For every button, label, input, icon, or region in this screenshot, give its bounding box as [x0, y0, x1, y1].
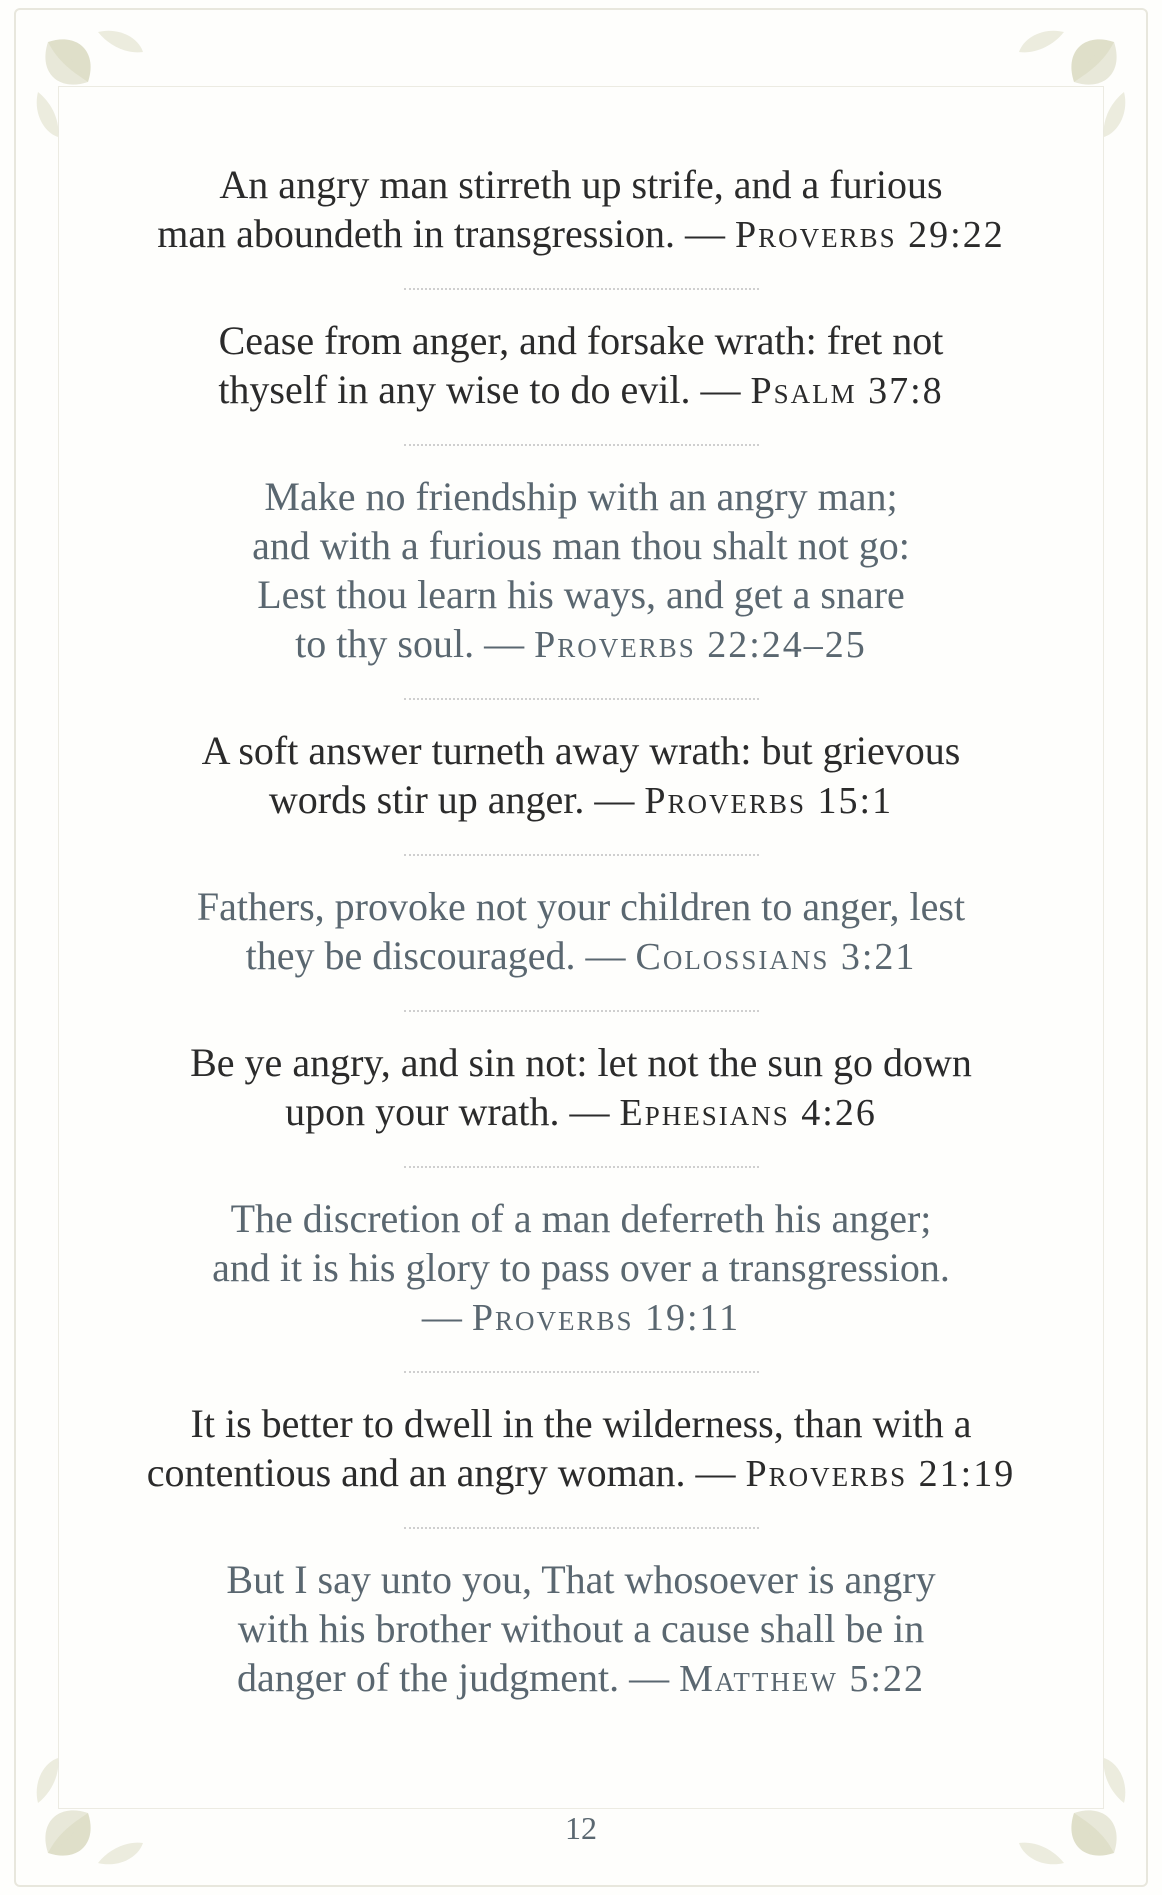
dotted-divider: [404, 698, 759, 700]
verse-block: [90, 882, 1072, 982]
verse-list: [90, 160, 1072, 1704]
dash: —: [569, 1089, 610, 1134]
dash: —: [629, 1655, 670, 1700]
verse-block: [90, 1555, 1072, 1704]
verse-reference: Proverbs 21:19: [745, 1453, 1016, 1495]
corner-ornament-top-left: [18, 12, 178, 172]
dotted-divider: [404, 854, 759, 856]
verse-reference: Proverbs 22:24–25: [534, 624, 867, 666]
dotted-divider: [404, 1166, 759, 1168]
verse-reference: Ephesians 4:26: [619, 1092, 877, 1134]
verse-reference: Psalm 37:8: [750, 370, 944, 412]
verse-reference: Matthew 5:22: [679, 1658, 925, 1700]
dash: —: [594, 777, 635, 822]
dash: —: [585, 933, 626, 978]
dotted-divider: [404, 1371, 759, 1373]
verse-reference: Proverbs 29:22: [734, 214, 1005, 256]
verse-text: Make no friendship with an angry man; and with a furious man thou shalt not go: Lest thou learn his ways, and get a snare to thy soul.: [252, 474, 910, 666]
verse-text: An angry man stirreth up strife, and a furious man aboundeth in transgression.: [157, 162, 943, 256]
corner-ornament-top-right: [984, 12, 1144, 172]
verse-reference: Proverbs 15:1: [644, 780, 894, 822]
dash: —: [695, 1450, 736, 1495]
dotted-divider: [404, 444, 759, 446]
dotted-divider: [404, 1527, 759, 1529]
verse-text: It is better to dwell in the wilderness, than with a contentious and an angry woman.: [146, 1401, 972, 1495]
verse-block: [90, 1194, 1072, 1343]
corner-ornament-bottom-left: [18, 1723, 178, 1883]
verse-block: [90, 316, 1072, 416]
verse-block: [90, 726, 1072, 826]
verse-block: [90, 160, 1072, 260]
verse-text: Fathers, provoke not your children to anger, lest they be discouraged.: [196, 884, 966, 978]
page-number: 12: [565, 1810, 597, 1846]
verse-reference: Colossians 3:21: [635, 936, 917, 978]
dotted-divider: [404, 288, 759, 290]
verse-text: Cease from anger, and forsake wrath: fret not thyself in any wise to do evil.: [218, 318, 944, 412]
verse-text: The discretion of a man deferreth his anger; and it is his glory to pass over a transgression.: [212, 1196, 950, 1290]
verse-text: A soft answer turneth away wrath: but grievous words stir up anger.: [201, 728, 961, 822]
verse-text: But I say unto you, That whosoever is angry with his brother without a cause shall be in danger of the judgment.: [226, 1557, 936, 1700]
dash: —: [421, 1294, 462, 1339]
dotted-divider: [404, 1010, 759, 1012]
dash: —: [684, 211, 725, 256]
verse-reference: Proverbs 19:11: [471, 1297, 741, 1339]
verse-block: [90, 472, 1072, 670]
dash: —: [700, 367, 741, 412]
corner-ornament-bottom-right: [984, 1723, 1144, 1883]
dash: —: [484, 621, 525, 666]
verse-block: [90, 1399, 1072, 1499]
verse-block: [90, 1038, 1072, 1138]
verse-text: Be ye angry, and sin not: let not the sun go down upon your wrath.: [190, 1040, 972, 1134]
